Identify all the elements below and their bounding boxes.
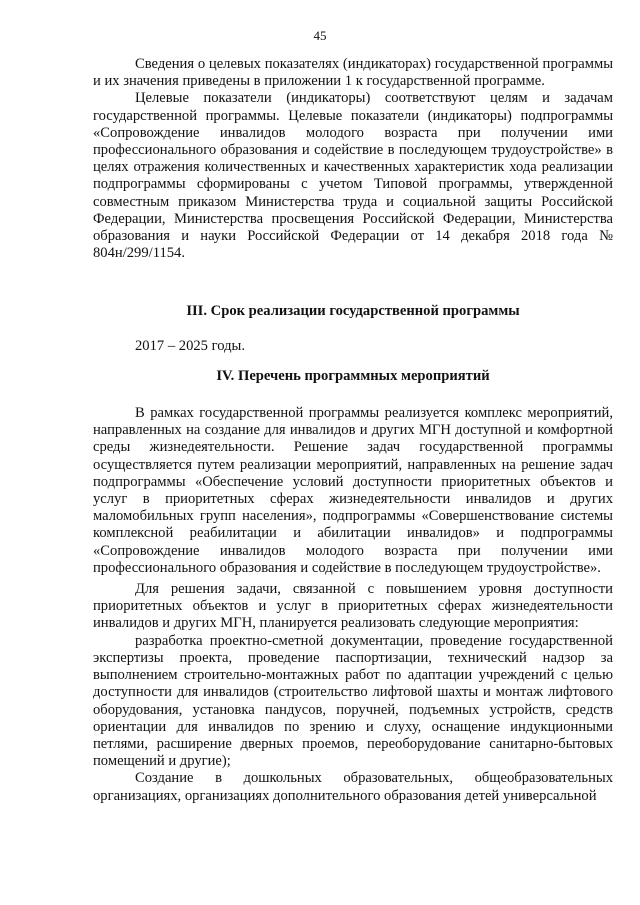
document-body — [93, 56, 613, 805]
page-number: 45 — [313, 28, 327, 43]
section-heading-implementation-period: III. Срок реализации государственной программы — [186, 303, 520, 320]
paragraph-design-documentation: разработка проектно-сметной документации, проведение государственной экспертизы проекта, проведение паспортизации, технический надзор за выполнением строительно-монтажных работ по адаптации учреждений с целью доступности для инвалидов (строительство лифтовой шахты и монтаж лифтового оборудования, установка пандусов, поручней, подъемных устройств, средств ориентации для инвалидов по зрению и слуху, оснащение индукционными петлями, расширение дверных проемов, переоборудование санитарно-бытовых помещений и другие); — [93, 632, 613, 770]
paragraph-accessibility-task: Для решения задачи, связанной с повышением уровня доступности приоритетных объектов и услуг в приоритетных сферах жизнедеятельности инвалидов и других МГН, планируется реализовать следующие мероприятия: — [93, 581, 613, 632]
paragraph-program-framework: В рамках государственной программы реализуется комплекс мероприятий, направленных на создание для инвалидов и других МГН доступной и комфортной среды жизнедеятельности. Решение задач государственной программы осуществляется путем реализации мероприятий, направленных на решение задач подпрограммы «Обеспечение условий доступности приоритетных объектов и услуг в приоритетных сферах жизнедеятельности инвалидов и других маломобильных групп населения», подпрограммы «Совершенствование системы комплексной реабилитации и абилитации инвалидов» и подпрограммы «Сопровождение инвалидов молодого возраста при получении ими профессионального образования и содействие в последующем трудоустройстве». — [93, 405, 613, 576]
paragraph-indicators-info: Сведения о целевых показателях (индикаторах) государственной программы и их значения приведены в приложении 1 к государственной программе. — [93, 56, 613, 90]
paragraph-educational-organizations: Создание в дошкольных образовательных, общеобразовательных организациях, организациях дополнительного образования детей универсальной — [93, 770, 613, 804]
paragraph-indicators-correspondence: Целевые показатели (индикаторы) соответствуют целям и задачам государственной программы. Целевые показатели (индикаторы) подпрограммы «Сопровождение инвалидов молодого возраста при получении ими профессионального образования и содействие в последующем трудоустройстве» в целях отражения количественных и качественных характеристик хода реализации подпрограммы сформированы с учетом Типовой программы, утвержденной совместным приказом Министерства труда и социальной защиты Российской Федерации, Министерства просвещения Российской Федерации, Министерства образования и науки Российской Федерации от 14 декабря 2018 года № 804н/299/1154. — [93, 90, 613, 262]
implementation-years: 2017 – 2025 годы. — [135, 337, 245, 354]
section-heading-program-activities: IV. Перечень программных мероприятий — [216, 367, 490, 384]
